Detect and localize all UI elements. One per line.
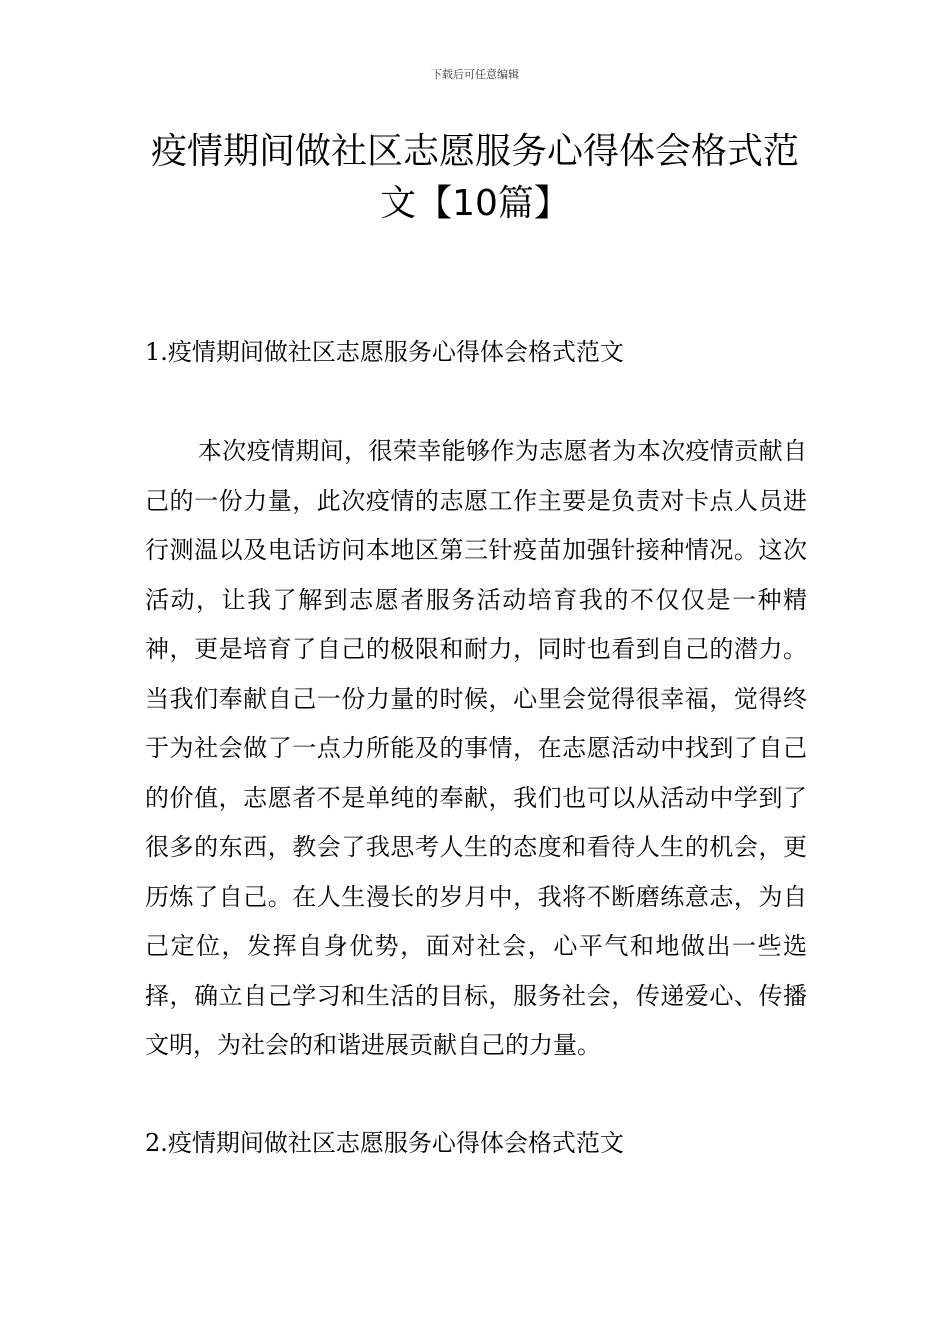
header-note: 下载后可任意编辑 — [431, 68, 519, 81]
section-1-heading: 1.疫情期间做社区志愿服务心得体会格式范文 — [145, 338, 624, 366]
section-1-body: 本次疫情期间，很荣幸能够作为志愿者为本次疫情贡献自己的一份力量，此次疫情的志愿工作主要是负责对卡点人员进行测温以及电话访问本地区第三针疫苗加强针接种情况。这次活动，让我了解到志愿者服务活动培育我的不仅仅是一种精神，更是培育了自己的极限和耐力，同时也看到自己的潜力。当我们奉献自己一份力量的时候，心里会觉得很幸福，觉得终于为社会做了一点力所能及的事情，在志愿活动中找到了自己的价值，志愿者不是单纯的奉献，我们也可以从活动中学到了很多的东西，教会了我思考人生的态度和看待人生的机会，更历炼了自己。在人生漫长的岁月中，我将不断磨练意志，为自己定位，发挥自身优势，面对社会，心平气和地做出一些选择，确立自己学习和生活的目标，服务社会，传递爱心、传播文明，为社会的和谐进展贡献自己的力量。 — [145, 437, 807, 1059]
section-2-heading: 2.疫情期间做社区志愿服务心得体会格式范文 — [145, 1129, 624, 1157]
document-title: 疫情期间做社区志愿服务心得体会格式范文【10篇】 — [150, 131, 799, 224]
